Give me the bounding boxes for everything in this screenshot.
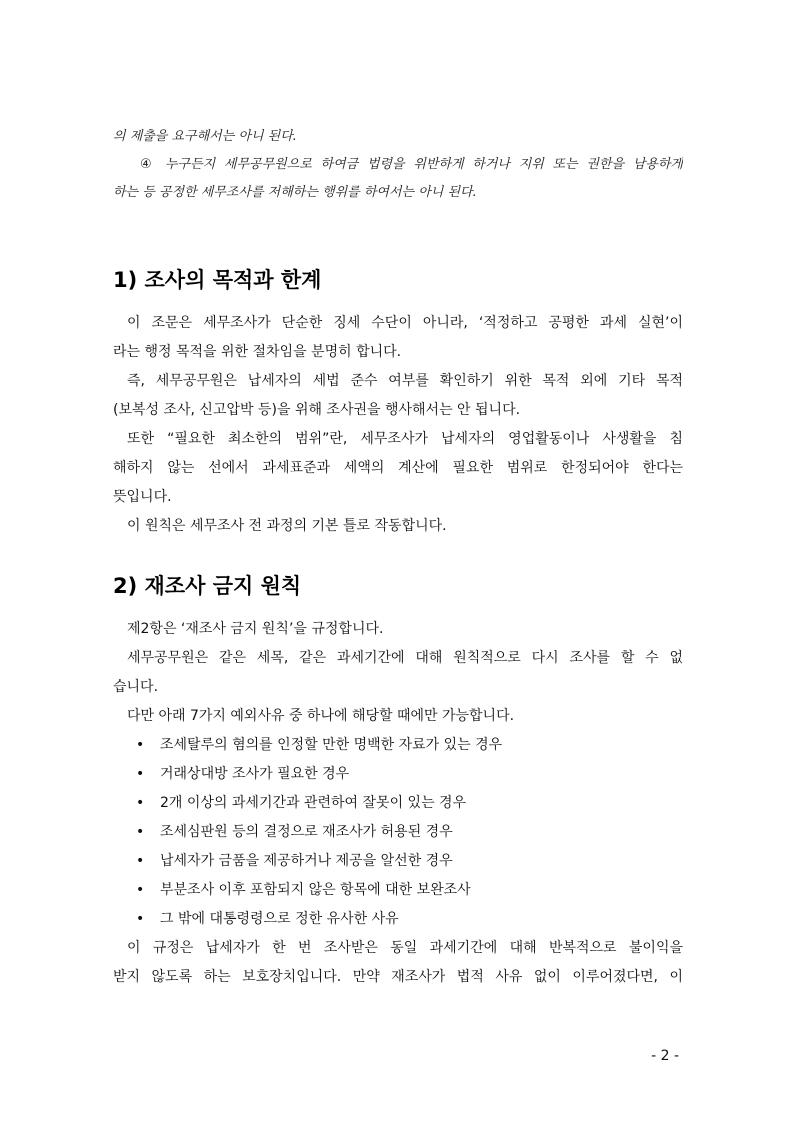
section2-line-2: 세무공무원은 같은 세목, 같은 과세기간에 대해 원칙적으로 다시 조사를 할 수 없 bbox=[127, 650, 683, 666]
page-number: - 2 - bbox=[651, 1048, 679, 1064]
section1-line-6: 해하지 않는 선에서 과세표준과 세액의 계산에 필요한 범위로 한정되어야 한다는 bbox=[113, 460, 683, 476]
bullet-icon: • bbox=[136, 766, 145, 782]
bullet-icon: • bbox=[136, 737, 145, 753]
section1-line-1: 이 조문은 세무조사가 단순한 징세 수단이 아니라, ‘적정하고 공평한 과세 실현’이 bbox=[127, 315, 683, 331]
intro-line-3: 하는 등 공정한 세무조사를 저해하는 행위를 하여서는 아니 된다. bbox=[113, 185, 477, 200]
section2-line-1: 제2항은 ‘재조사 금지 원칙’을 규정합니다. bbox=[127, 621, 384, 637]
bullet-icon: • bbox=[136, 795, 145, 811]
bullet-icon: • bbox=[136, 824, 145, 840]
section1-line-3: 즉, 세무공무원은 납세자의 세법 준수 여부를 확인하기 위한 목적 외에 기타 목적 bbox=[127, 373, 683, 389]
section1-line-4: (보복성 조사, 신고압박 등)을 위해 조사권을 행사해서는 안 됩니다. bbox=[113, 402, 521, 418]
exception-text: 거래상대방 조사가 필요한 경우 bbox=[160, 766, 350, 782]
section2-after-line-1: 이 규정은 납세자가 한 번 조사받은 동일 과세기간에 대해 반복적으로 불이익을 bbox=[127, 940, 683, 956]
section2-heading: 2) 재조사 금지 원칙 bbox=[113, 574, 302, 598]
section1-line-5: 또한 “필요한 최소한의 범위”란, 세무조사가 납세자의 영업활동이나 사생활을 침 bbox=[127, 431, 683, 447]
section1-line-2: 라는 행정 목적을 위한 절차임을 분명히 합니다. bbox=[113, 344, 402, 360]
exception-text: 납세자가 금품을 제공하거나 제공을 알선한 경우 bbox=[160, 853, 453, 869]
bullet-icon: • bbox=[136, 882, 145, 898]
section1-line-7: 뜻입니다. bbox=[113, 489, 172, 505]
intro-line-2: ④ 누구든지 세무공무원으로 하여금 법령을 위반하게 하거나 지위 또는 권한을 남용하게 bbox=[140, 157, 683, 172]
exception-text: 2개 이상의 과세기간과 관련하여 잘못이 있는 경우 bbox=[160, 795, 467, 811]
bullet-icon: • bbox=[136, 911, 145, 927]
section2-after-line-2: 받지 않도록 하는 보호장치입니다. 만약 재조사가 법적 사유 없이 이루어졌다면, 이 bbox=[113, 969, 683, 985]
section2-line-4: 다만 아래 7가지 예외사유 중 하나에 해당할 때에만 가능합니다. bbox=[127, 708, 515, 724]
exception-text: 조세심판원 등의 결정으로 재조사가 허용된 경우 bbox=[160, 824, 453, 840]
intro-line-1: 의 제출을 요구해서는 아니 된다. bbox=[113, 129, 297, 144]
section2-line-3: 습니다. bbox=[113, 679, 159, 695]
bullet-icon: • bbox=[136, 853, 145, 869]
exception-text: 그 밖에 대통령령으로 정한 유사한 사유 bbox=[160, 911, 399, 927]
exception-text: 부분조사 이후 포함되지 않은 항목에 대한 보완조사 bbox=[160, 882, 471, 898]
exception-text: 조세탈루의 혐의를 인정할 만한 명백한 자료가 있는 경우 bbox=[160, 737, 503, 753]
section1-heading: 1) 조사의 목적과 한계 bbox=[113, 268, 322, 292]
section1-line-8: 이 원칙은 세무조사 전 과정의 기본 틀로 작동합니다. bbox=[127, 518, 447, 534]
